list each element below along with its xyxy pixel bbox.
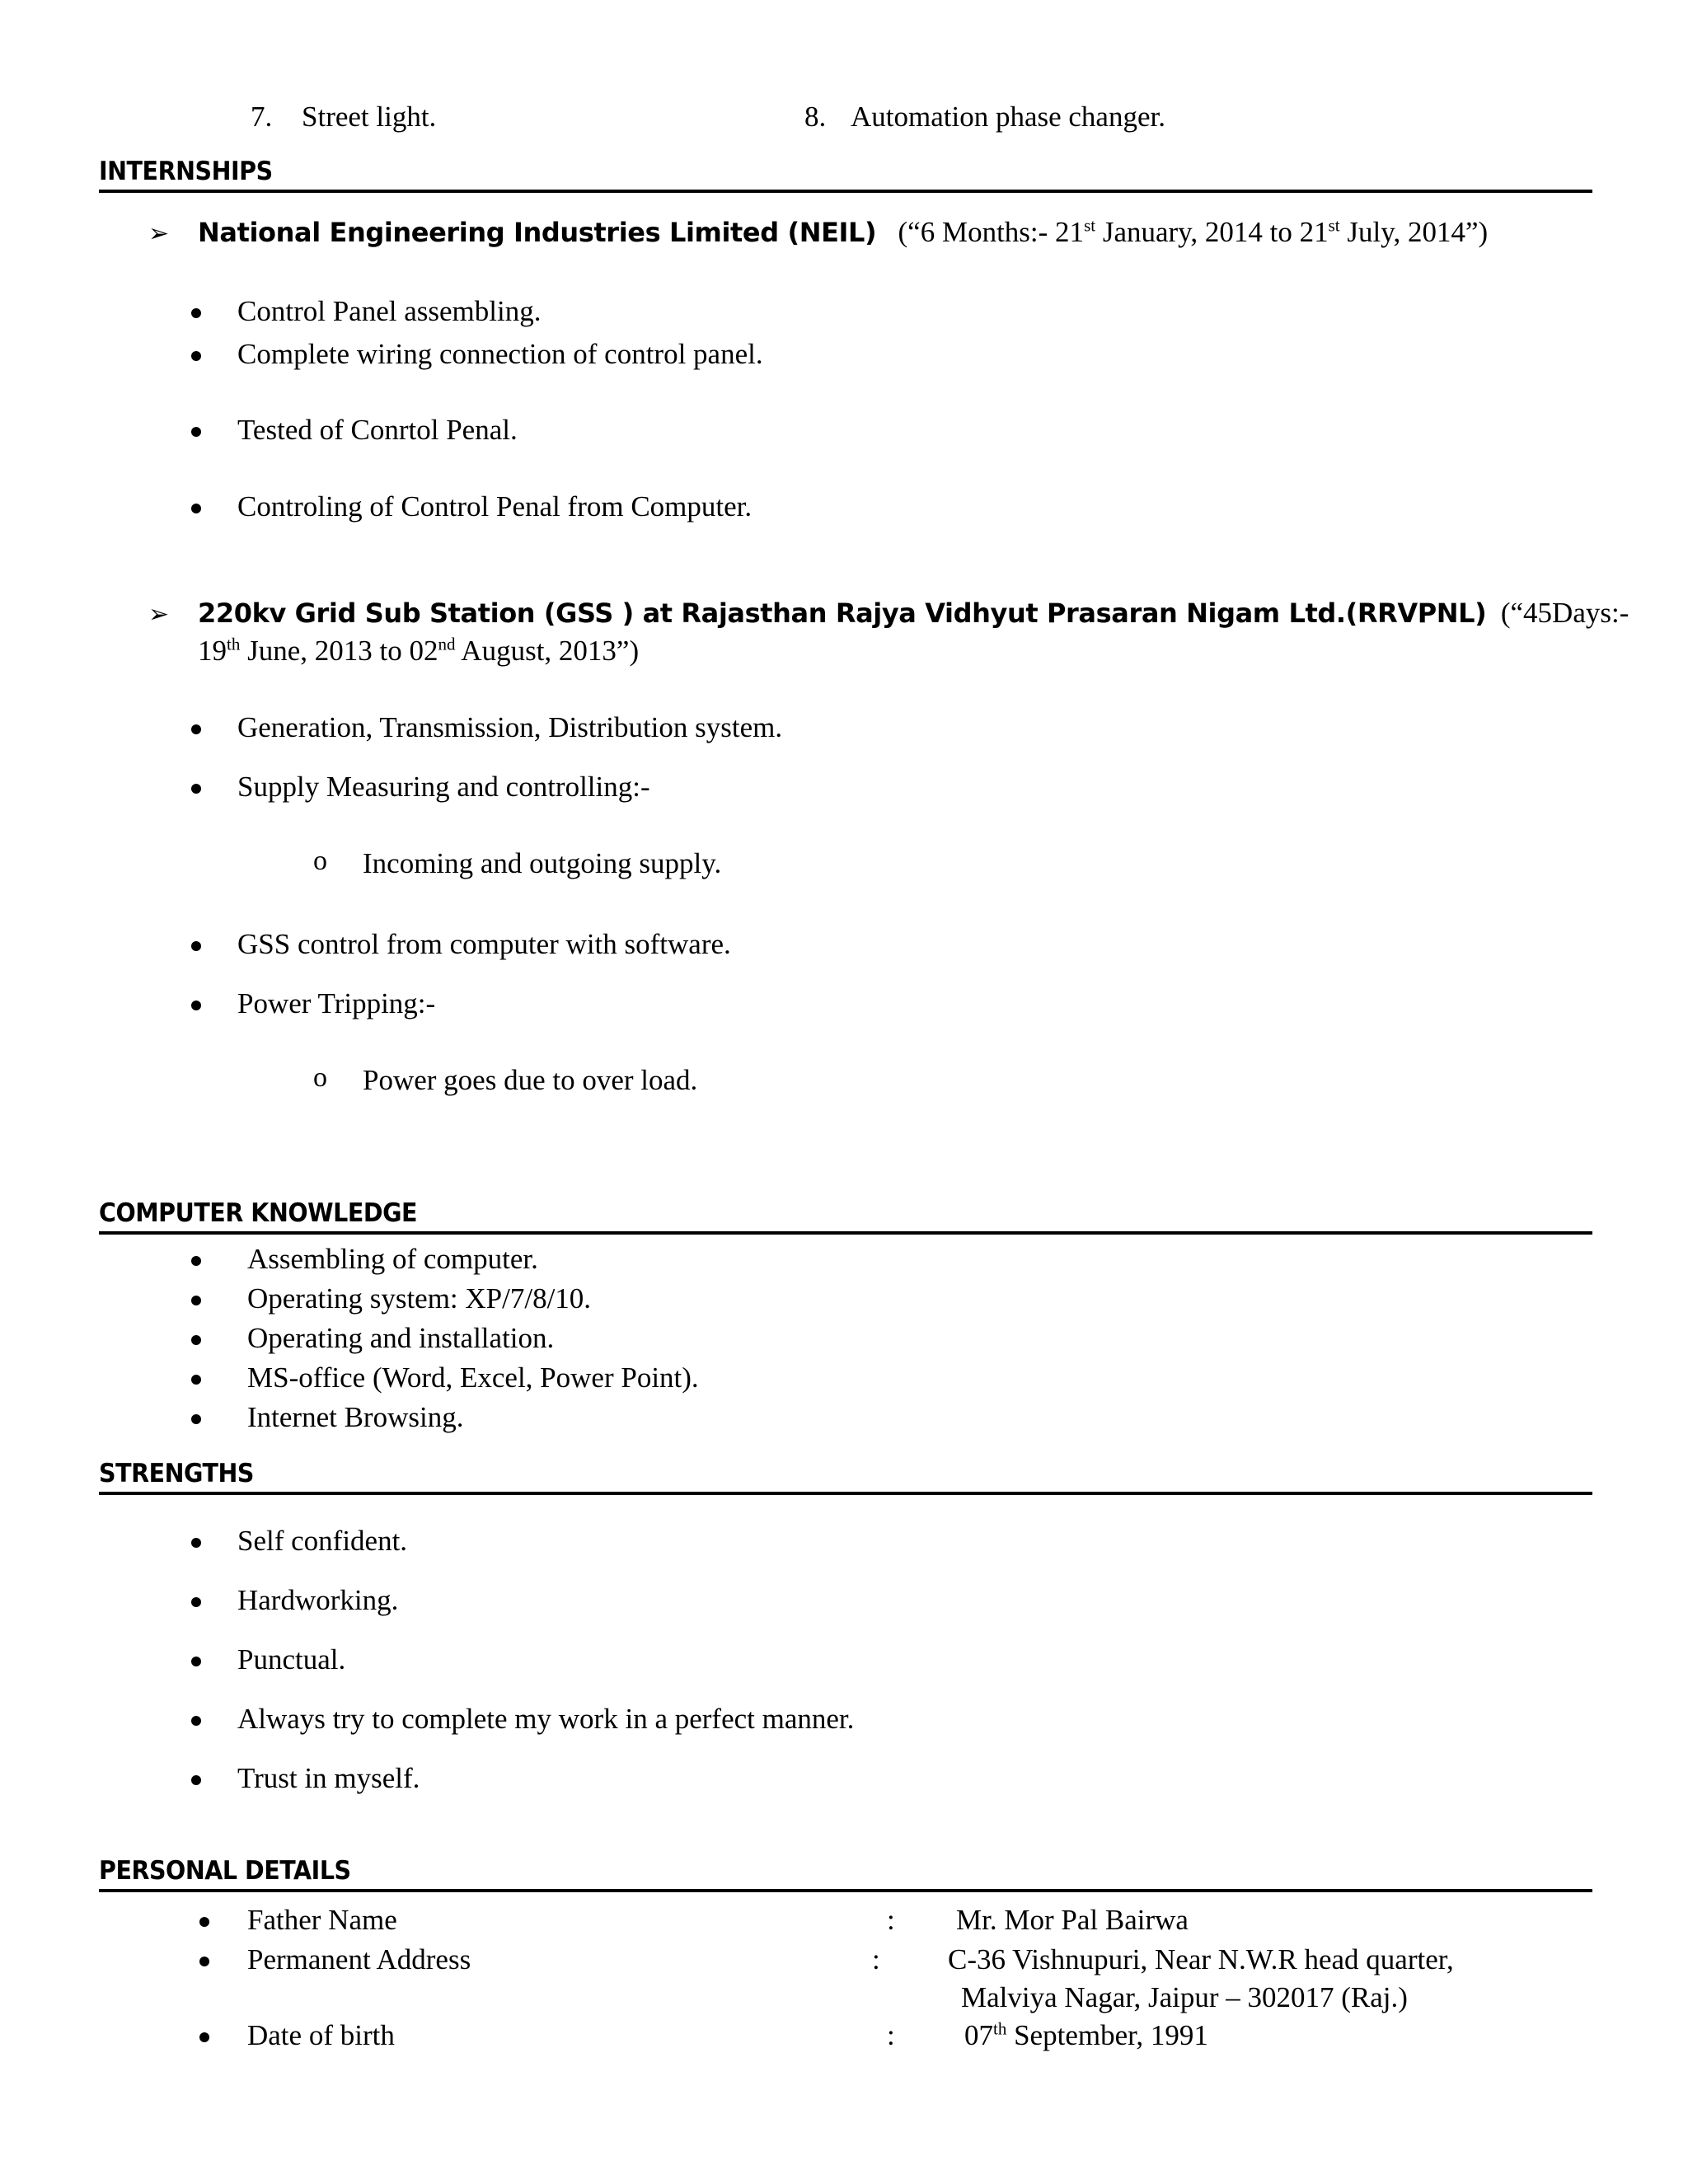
- list-number-7: 7.: [251, 101, 273, 133]
- list-item: Controling of Control Penal from Computer.: [237, 490, 753, 523]
- list-item: Trust in myself.: [237, 1762, 420, 1794]
- bullet-icon: [191, 941, 201, 951]
- list-item: GSS control from computer with software.: [237, 928, 731, 960]
- bullet-icon: [191, 504, 201, 513]
- internship-period-start: (“45Days:-: [1500, 597, 1629, 629]
- bullet-icon: [191, 1335, 201, 1345]
- internship-org: National Engineering Industries Limited (NEIL): [198, 217, 877, 248]
- internship-period: (“6 Months:- 21st January, 2014 to 21st July, 2014”): [898, 215, 1489, 248]
- bullet-icon: [191, 1001, 201, 1010]
- section-heading-internships: INTERNSHIPS: [99, 157, 1592, 193]
- list-item-automation: Automation phase changer.: [851, 101, 1165, 133]
- list-item: Operating and installation.: [247, 1322, 555, 1354]
- sub-list-item: Incoming and outgoing supply.: [363, 847, 722, 879]
- field-value-address-line1: C-36 Vishnupuri, Near N.W.R head quarter,: [948, 1943, 1454, 1975]
- bullet-icon: [191, 427, 201, 437]
- list-item: Power Tripping:-: [237, 987, 436, 1019]
- field-value-date-of-birth: 07th September, 1991: [964, 2018, 1208, 2051]
- circle-bullet-icon: o: [313, 1062, 327, 1093]
- internship-neil: [198, 216, 1488, 249]
- field-separator: :: [887, 2019, 895, 2051]
- bullet-icon: [199, 1957, 209, 1966]
- field-label-father-name: Father Name: [247, 1904, 397, 1936]
- list-number-8: 8.: [804, 101, 827, 133]
- bullet-icon: [191, 784, 201, 794]
- bullet-icon: [191, 1775, 201, 1785]
- list-item: Complete wiring connection of control panel.: [237, 338, 763, 370]
- list-item: Always try to complete my work in a perfect manner.: [237, 1703, 855, 1735]
- field-value-address-line2: Malviya Nagar, Jaipur – 302017 (Raj.): [961, 1981, 1408, 2013]
- list-item: Supply Measuring and controlling:-: [237, 771, 650, 803]
- field-separator: :: [887, 1904, 895, 1936]
- list-item: Operating system: XP/7/8/10.: [247, 1282, 592, 1315]
- bullet-icon: [191, 1375, 201, 1385]
- arrow-bullet-icon: ➢: [148, 600, 170, 629]
- list-item: Assembling of computer.: [247, 1243, 538, 1275]
- bullet-icon: [199, 2032, 209, 2042]
- internship-gss: [198, 597, 1629, 630]
- bullet-icon: [191, 1538, 201, 1548]
- arrow-bullet-icon: ➢: [148, 219, 170, 248]
- section-heading-computer-knowledge: COMPUTER KNOWLEDGE: [99, 1198, 1592, 1235]
- bullet-icon: [191, 1597, 201, 1607]
- section-heading-personal-details: PERSONAL DETAILS: [99, 1856, 1592, 1892]
- internship-period: 19th June, 2013 to 02nd August, 2013”): [198, 634, 640, 667]
- section-heading-strengths: STRENGTHS: [99, 1459, 1592, 1495]
- circle-bullet-icon: o: [313, 846, 327, 876]
- bullet-icon: [191, 1296, 201, 1305]
- bullet-icon: [199, 1917, 209, 1927]
- list-item: Generation, Transmission, Distribution system.: [237, 711, 783, 743]
- field-label-date-of-birth: Date of birth: [247, 2019, 395, 2051]
- list-item: Control Panel assembling.: [237, 295, 542, 327]
- list-item: Internet Browsing.: [247, 1401, 464, 1433]
- bullet-icon: [191, 1716, 201, 1726]
- internship-org: 220kv Grid Sub Station (GSS ) at Rajasthan Rajya Vidhyut Prasaran Nigam Ltd.(RRVPNL): [198, 598, 1487, 629]
- list-item-street-light: Street light.: [302, 101, 437, 133]
- list-item: Hardworking.: [237, 1584, 399, 1616]
- bullet-icon: [191, 1657, 201, 1666]
- field-label-permanent-address: Permanent Address: [247, 1943, 471, 1975]
- bullet-icon: [191, 308, 201, 318]
- bullet-icon: [191, 1256, 201, 1266]
- field-separator: :: [872, 1943, 880, 1975]
- list-item: Self confident.: [237, 1525, 408, 1557]
- list-item: Tested of Conrtol Penal.: [237, 414, 518, 446]
- field-value-father-name: Mr. Mor Pal Bairwa: [956, 1904, 1189, 1936]
- list-item: Punctual.: [237, 1643, 346, 1675]
- bullet-icon: [191, 1414, 201, 1424]
- sub-list-item: Power goes due to over load.: [363, 1064, 698, 1096]
- bullet-icon: [191, 351, 201, 361]
- list-item: MS-office (Word, Excel, Power Point).: [247, 1361, 699, 1394]
- bullet-icon: [191, 724, 201, 734]
